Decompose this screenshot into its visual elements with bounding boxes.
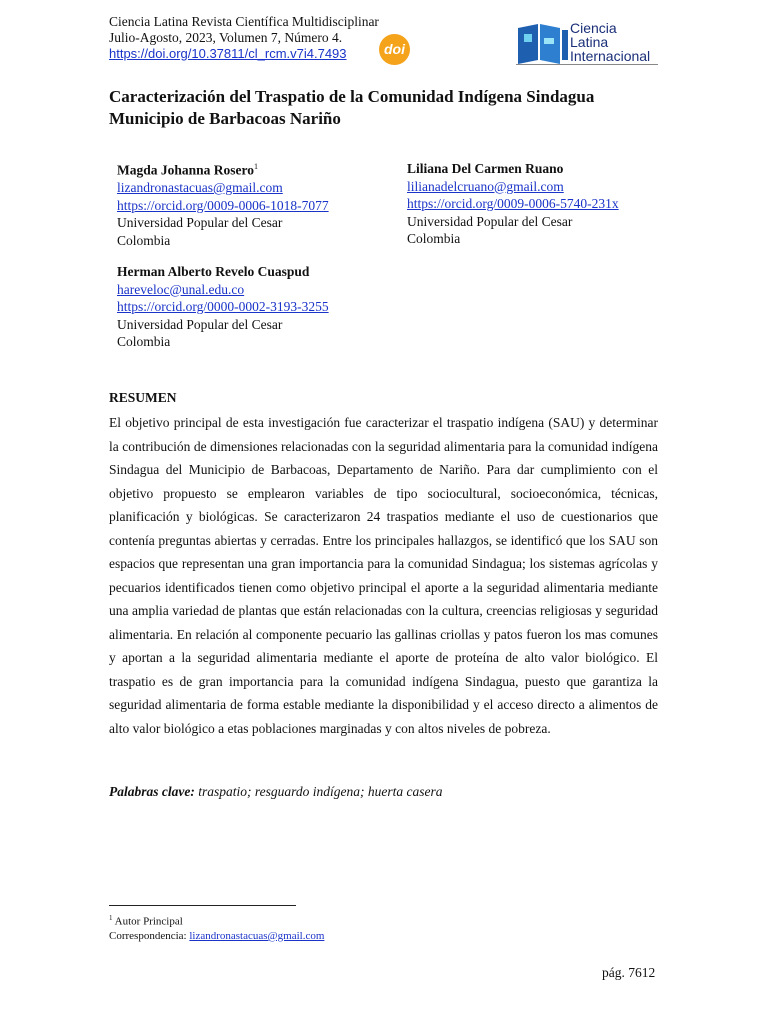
abstract-text: El objetivo principal de esta investigación fue caracterizar el traspatio indígena (SAU) y determinar la contribución de dimensiones relacionadas con la seguridad alimentaria para la comunidad indígena Sindagua del Municipio de Barbacoas, Departamento de Nariño. Para dar cumplimiento con el objetivo propuesto se emplearon variables de tipo sociocultural, socioeconómica, técnicas, planificación y biológicas. Se caracterizaron 24 traspatios mediante el uso de cuestionarios que contenía preguntas abiertas y cerradas. Entre los principales hallazgos, se identificó que los SAU son espacios que representan una gran importancia para la comunidad Sindagua; los sistemas agrícolas y pecuarios identificados tienen como objetivo principal el aporte a la seguridad alimentaria mediante una amplia variedad de plantas que están relacionadas con la cultura, creencias religiosas y seguridad alimentaria. En relación al componente pecuario las gallinas criollas y patos fueron los mas comunes y aportan a la seguridad alimentaria mediante el aporte de proteína de alto valor biológico. El traspatio es de gran importancia para la comunidad indígena Sindagua, puesto que garantiza la seguridad alimentaria de forma estable mediante la disponibilidad y el acceso directo a alimentos de alto valor biológico a etas poblaciones marginadas y con altos niveles de pobreza. — [109, 415, 658, 736]
author-affiliation: Universidad Popular del Cesar — [117, 316, 283, 332]
page-number: pág. 7612 — [602, 965, 656, 980]
doi-icon: doi — [379, 34, 410, 65]
doi-link[interactable]: https://doi.org/10.37811/cl_rcm.v7i4.7493 — [109, 46, 347, 61]
abstract-heading: RESUMEN — [109, 390, 177, 405]
journal-header — [109, 14, 379, 62]
author-orcid[interactable]: https://orcid.org/0009-0006-1018-7077 — [117, 197, 329, 213]
footnote-divider — [109, 905, 296, 906]
author-block-2 — [407, 160, 619, 248]
author-name: Liliana Del Carmen Ruano — [407, 161, 564, 176]
author-block-1 — [117, 158, 329, 249]
author-email[interactable]: lilianadelcruano@gmail.com — [407, 178, 564, 194]
author-country: Colombia — [407, 231, 461, 246]
correspondence-email[interactable]: lizandronastacuas@gmail.com — [189, 929, 325, 942]
author-footnote-mark: 1 — [254, 162, 259, 171]
author-name: Magda Johanna Rosero — [117, 162, 255, 178]
logo-text: Ciencia Latina Internacional — [570, 20, 651, 64]
paper-title: Caracterización del Traspatio de la Comunidad Indígena Sindagua Municipio de Barbacoas Nariño — [109, 87, 595, 128]
author-orcid[interactable]: https://orcid.org/0000-0002-3193-3255 — [117, 299, 329, 314]
author-email[interactable]: hareveloc@unal.edu.co — [117, 281, 245, 297]
journal-name: Ciencia Latina Revista Científica Multidisciplinar — [109, 14, 379, 29]
author-country: Colombia — [117, 232, 171, 248]
correspondence-label: Correspondencia: — [109, 929, 187, 942]
keywords-label: Palabras clave: — [109, 784, 195, 799]
keywords-value: traspatio; resguardo indígena; huerta casera — [198, 784, 443, 799]
author-block-3 — [117, 263, 329, 351]
author-email[interactable]: lizandronastacuas@gmail.com — [117, 180, 283, 195]
header-divider — [516, 64, 658, 65]
footnote-line: Autor Principal — [114, 915, 183, 928]
author-name: Herman Alberto Revelo Cuaspud — [117, 264, 310, 279]
journal-issue: Julio-Agosto, 2023, Volumen 7, Número 4. — [109, 30, 343, 45]
footnote — [109, 911, 324, 943]
author-affiliation: Universidad Popular del Cesar — [407, 213, 573, 229]
footnote-mark: 1 — [109, 914, 113, 922]
author-country: Colombia — [117, 334, 171, 349]
author-affiliation: Universidad Popular del Cesar — [117, 215, 283, 230]
author-orcid[interactable]: https://orcid.org/0009-0006-5740-231x — [407, 196, 619, 211]
keywords — [109, 784, 442, 800]
